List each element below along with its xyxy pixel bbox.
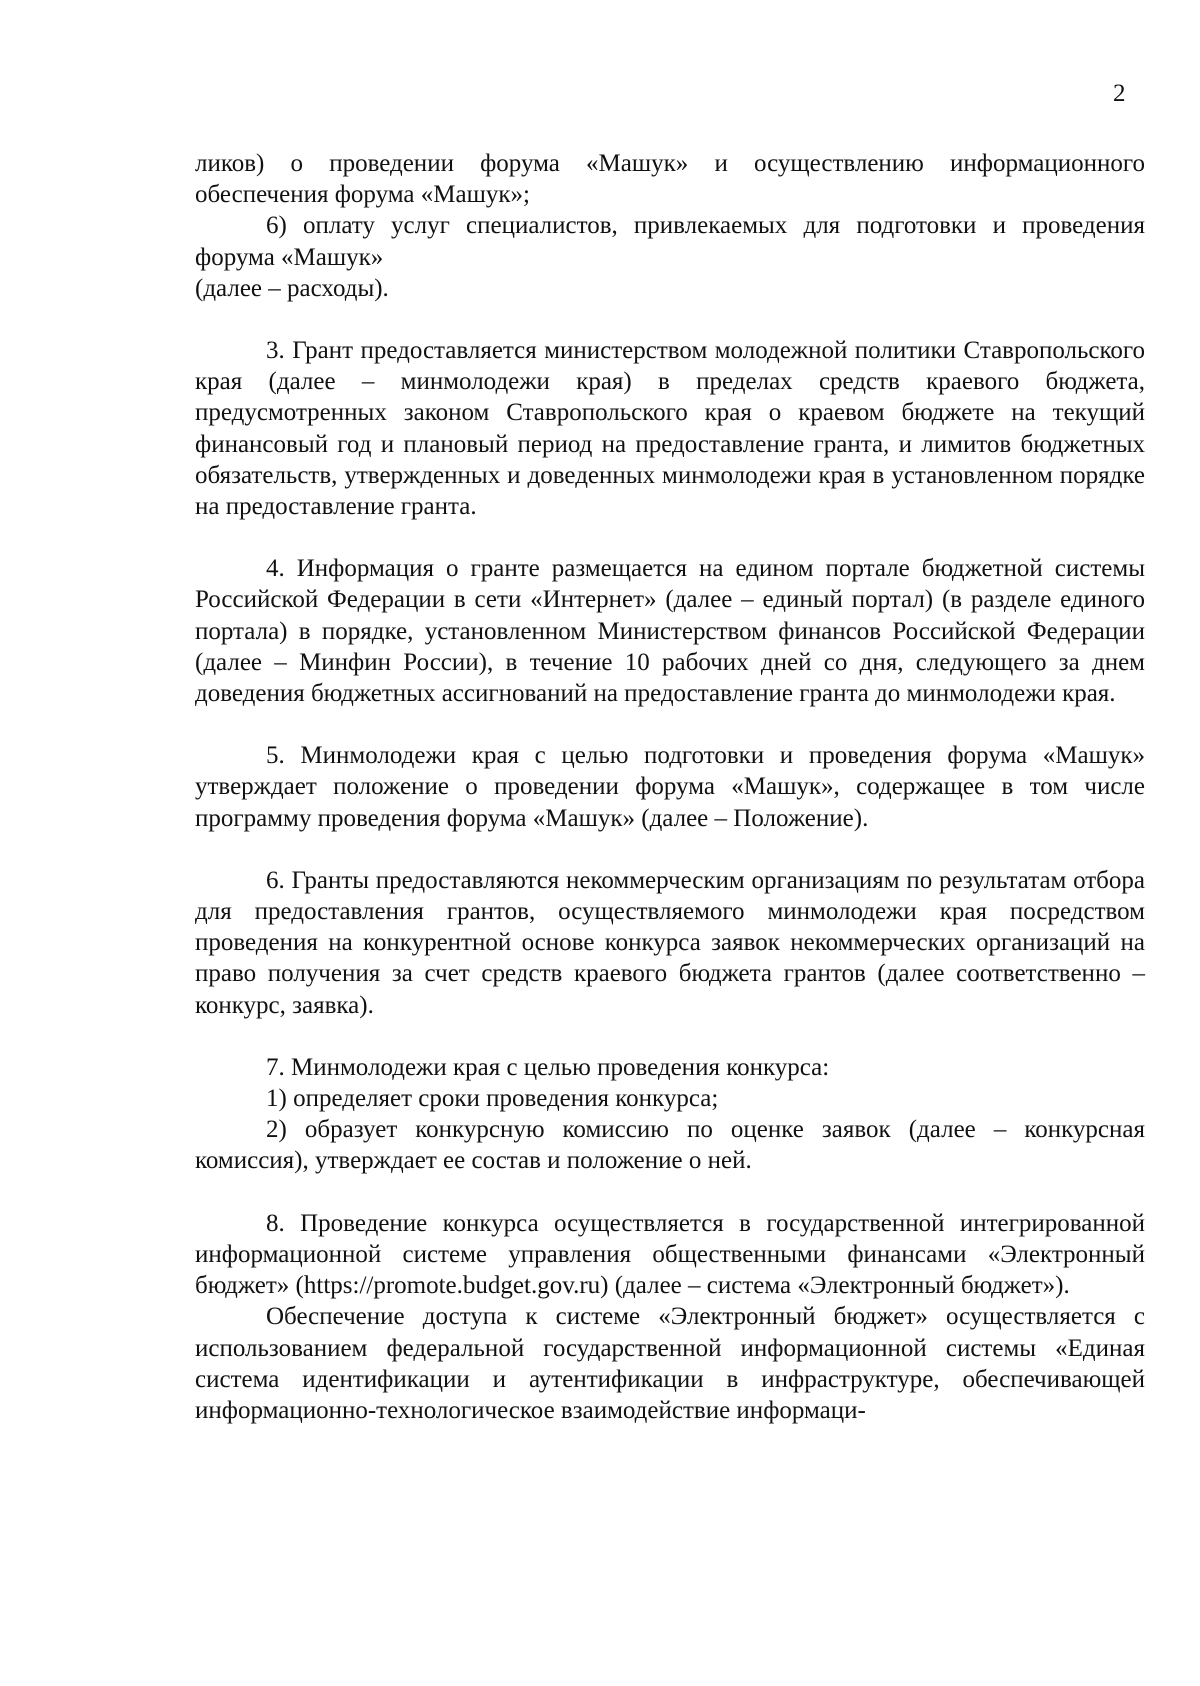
document-body: [195, 148, 1145, 1426]
paragraph-8: 8. Проведение конкурса осуществляется в государственной интегрированной информационной системе управления общественными финансами «Электронный бюджет» (https://promote.budget.gov.ru) (далее – система «Электронный бюджет»).: [195, 1209, 1145, 1300]
paragraph-7-item-1: 1) определяет сроки проведения конкурса;: [266, 1085, 719, 1113]
paragraph-3: 3. Грант предоставляется министерством молодежной политики Ставропольского края (далее – минмолодежи края) в пределах средств краевого бюджета, предусмотренных законом Ставропольского края о краевом бюджете на текущий финансовый год и плановый период на предоставление гранта, и лимитов бюджетных обязательств, утвержденных и доведенных минмолодежи края в установленном порядке на предоставление гранта.: [195, 337, 1145, 521]
paragraph-7: 7. Минмолодежи края с целью проведения конкурса:: [266, 1053, 830, 1081]
page-number: 2: [1113, 80, 1126, 107]
paragraph-5: 5. Минмолодежи края с целью подготовки и проведения форума «Машук» утверждает положение о проведении форума «Машук», содержащее в том числе программу проведения форума «Машук» (далее – Положение).: [195, 742, 1145, 832]
paragraph-4: 4. Информация о гранте размещается на едином портале бюджетной системы Российской Федерации в сети «Интернет» (далее – единый портал) (в разделе единого портала) в порядке, установленном Министерством финансов Российской Федерации (далее – Минфин России), в течение 10 рабочих дней со дня, следующего за днем доведения бюджетных ассигнований на предоставление гранта до минмолодежи края.: [195, 555, 1145, 708]
paragraph-6: 6. Гранты предоставляются некоммерческим организациям по результатам отбора для предоставления грантов, осуществляемого минмолодежи края посредством проведения на конкурентной основе конкурса заявок некоммерческих организаций на право получения за счет средств краевого бюджета грантов (далее соответственно – конкурс, заявка).: [195, 866, 1145, 1019]
paragraph-continuation: ликов) о проведении форума «Машук» и осуществлению информационного обеспечения форума «Машук»;: [195, 150, 1145, 209]
paragraph-item-6: 6) оплату услуг специалистов, привлекаемых для подготовки и проведения форума «Машук»: [195, 212, 1145, 271]
paragraph-7-item-2: 2) образует конкурсную комиссию по оценке заявок (далее – конкурсная комиссия), утверждает ее состав и положение о ней.: [195, 1116, 1145, 1175]
paragraph-expenses-note: (далее – расходы).: [195, 274, 389, 302]
paragraph-8-access: Обеспечение доступа к системе «Электронный бюджет» осуществляется с использованием федеральной государственной информационной системы «Единая система идентификации и аутентификации в инфраструктуре, обеспечивающей информационно-технологическое взаимодействие информаци-: [195, 1303, 1145, 1424]
